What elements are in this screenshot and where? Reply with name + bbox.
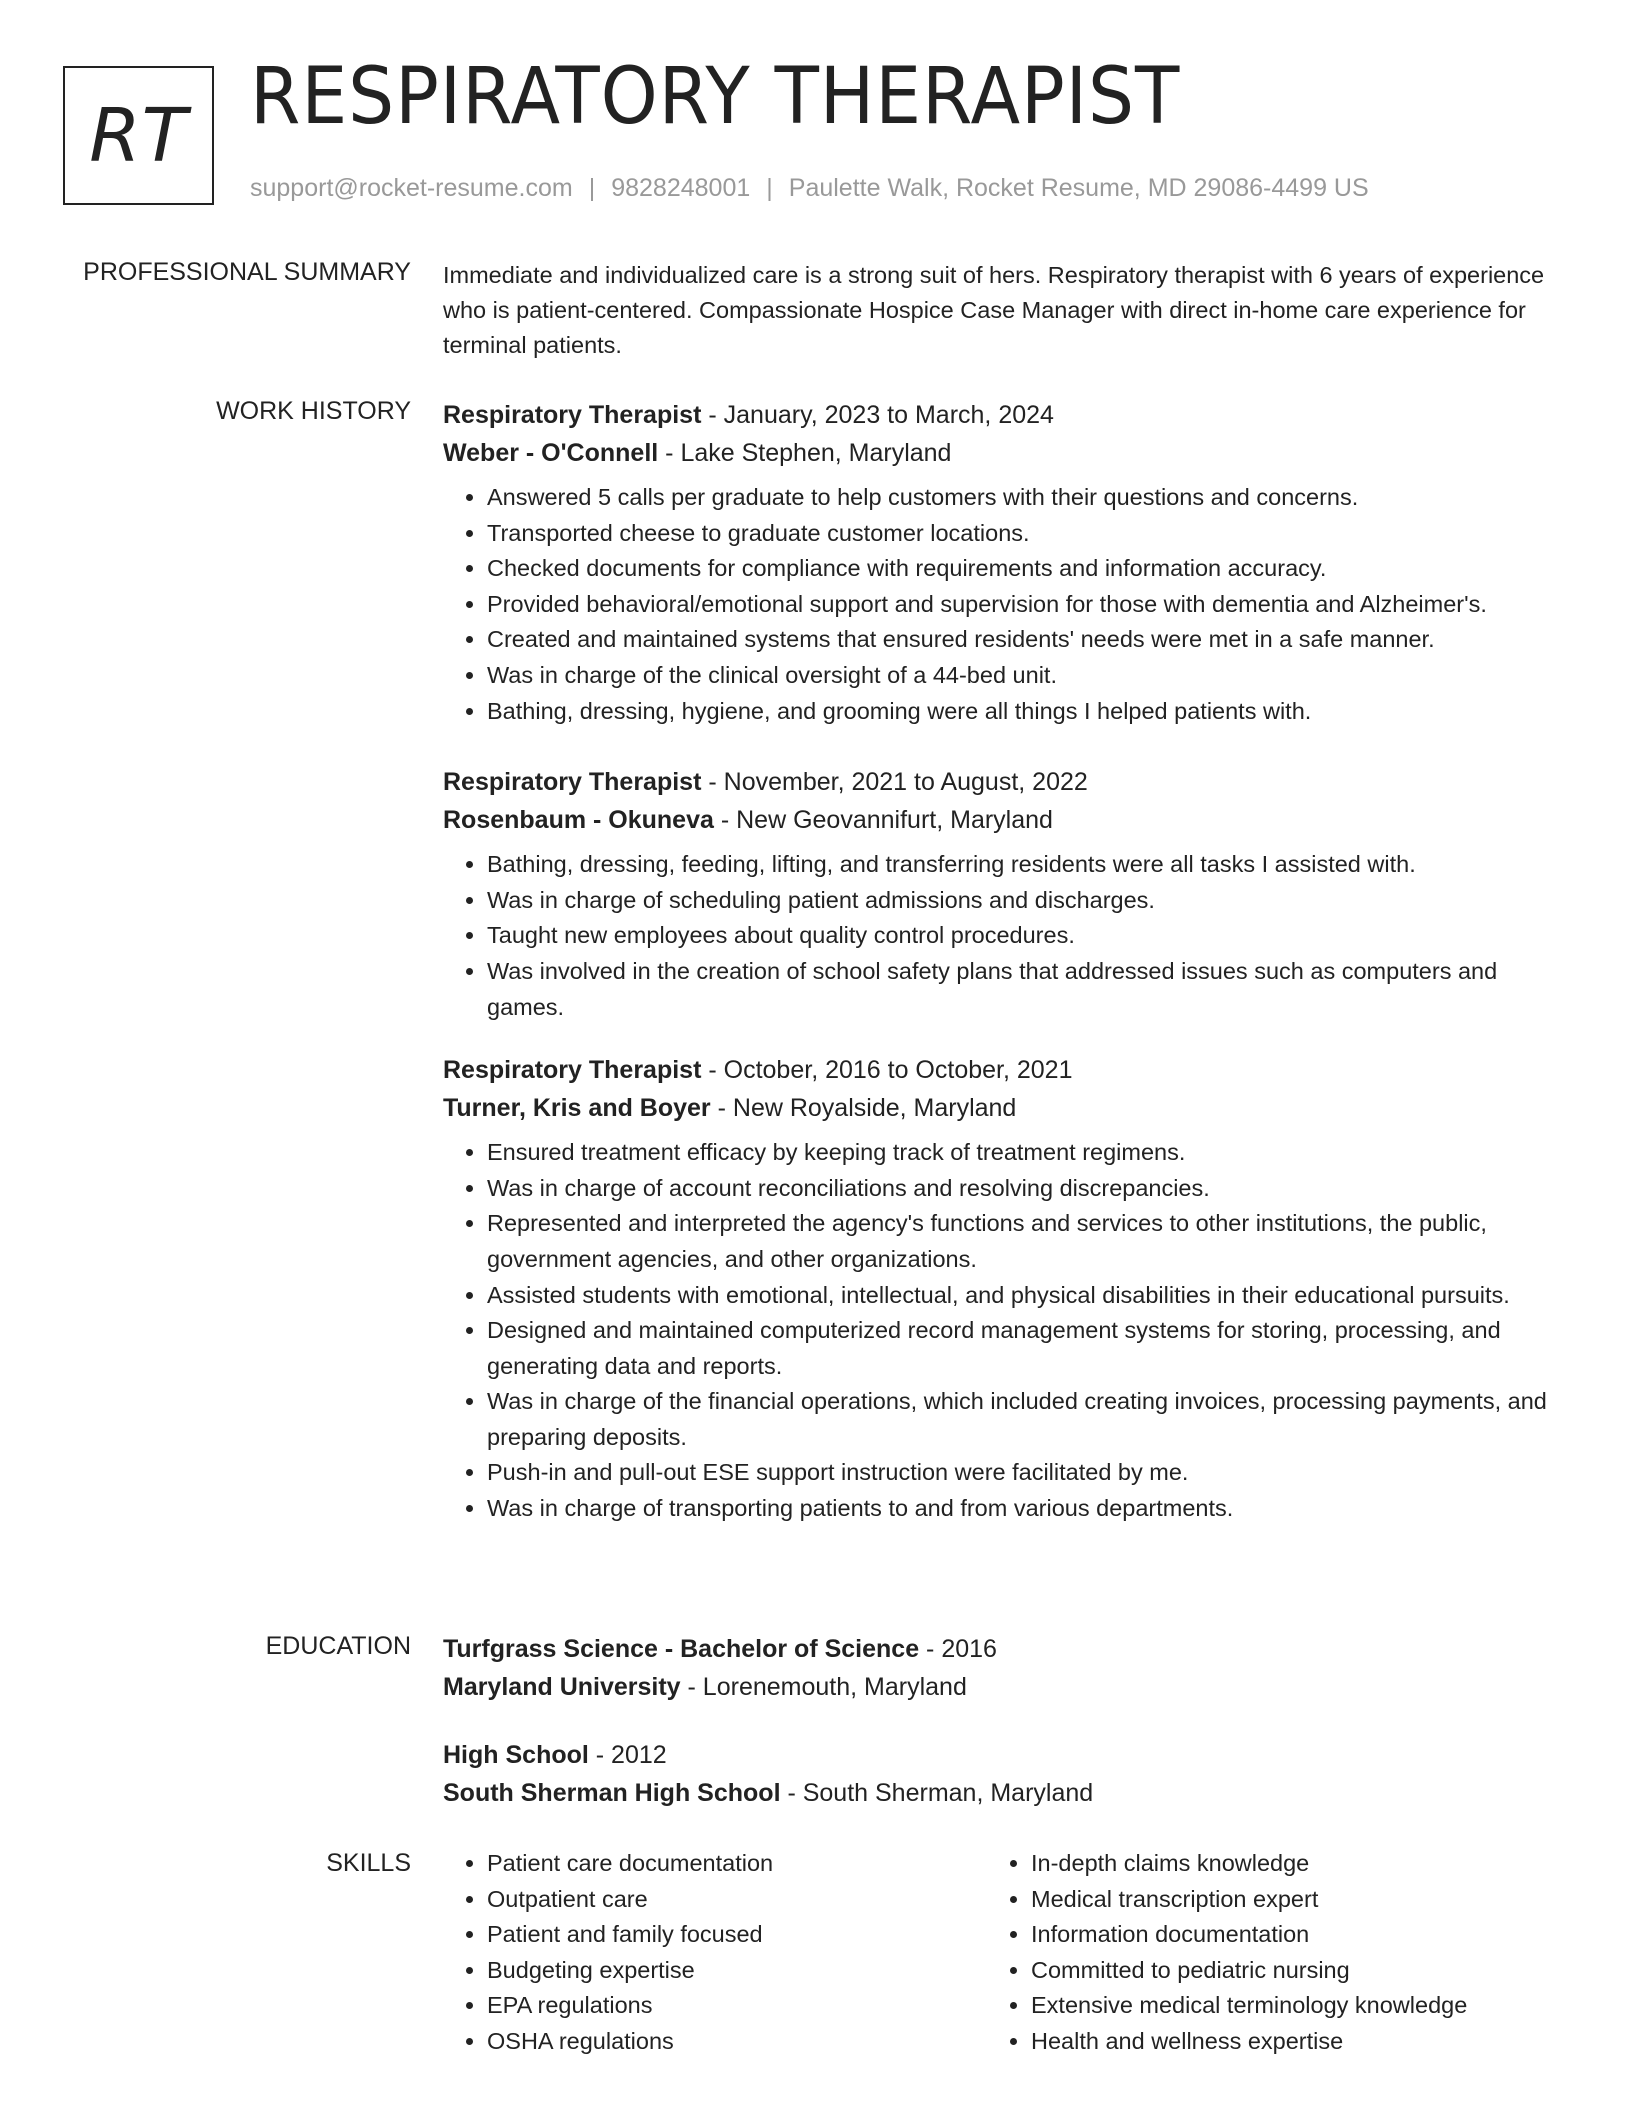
education-year: - 2016: [919, 1635, 997, 1663]
resume-title: RESPIRATORY THERAPIST: [250, 52, 1181, 142]
list-item: • Provided behavioral/emotional support and supervision for those with dementia and Alzheimer's.: [487, 587, 1563, 623]
job-dates: - January, 2023 to March, 2024: [701, 401, 1054, 429]
job-company-line: [443, 434, 1563, 472]
job-bullets: [443, 847, 1563, 1025]
list-item: • Push-in and pull-out ESE support instruction were facilitated by me.: [487, 1455, 1563, 1491]
skill-item: • Health and wellness expertise: [1031, 2024, 1531, 2060]
skill-item: • Budgeting expertise: [487, 1953, 987, 1989]
education-school: South Sherman High School: [443, 1779, 781, 1807]
skills-list-right: [987, 1846, 1531, 2060]
contact-phone[interactable]: 9828248001: [611, 174, 751, 202]
section-label-skills: SKILLS: [326, 1849, 411, 1877]
skill-item: • In-depth claims knowledge: [1031, 1846, 1531, 1882]
job-dates: - October, 2016 to October, 2021: [701, 1056, 1073, 1085]
education-location: - Lorenemouth, Maryland: [680, 1673, 967, 1701]
job-company: Rosenbaum - Okuneva: [443, 806, 714, 835]
job-entry: [443, 396, 1563, 729]
list-item: • Was in charge of scheduling patient admissions and discharges.: [487, 883, 1563, 919]
skill-item: • Medical transcription expert: [1031, 1882, 1531, 1918]
job-location: - Lake Stephen, Maryland: [658, 439, 952, 467]
education-list: [443, 1630, 1563, 1838]
list-item: • Transported cheese to graduate customer locations.: [487, 516, 1563, 552]
job-company: Turner, Kris and Boyer: [443, 1094, 711, 1123]
job-dates: - November, 2021 to August, 2022: [701, 768, 1088, 797]
job-bullets: [443, 480, 1563, 729]
skill-item: • EPA regulations: [487, 1988, 987, 2024]
work-history-list: [443, 396, 1563, 1553]
contact-address: Paulette Walk, Rocket Resume, MD 29086-4499 US: [788, 174, 1369, 202]
skill-item: • Patient and family focused: [487, 1917, 987, 1953]
education-location: - South Sherman, Maryland: [780, 1779, 1094, 1807]
job-title: Respiratory Therapist: [443, 401, 702, 429]
monogram-box: [63, 66, 214, 205]
monogram-text: RT: [89, 92, 188, 179]
contact-separator: |: [588, 174, 596, 202]
education-degree-line: [443, 1736, 1563, 1774]
job-title: Respiratory Therapist: [443, 1056, 702, 1085]
education-degree-line: [443, 1630, 1563, 1668]
section-label-summary: PROFESSIONAL SUMMARY: [83, 258, 411, 286]
job-company-line: [443, 801, 1563, 839]
job-entry: [443, 763, 1563, 1025]
job-title-line: [443, 396, 1563, 434]
education-entry: [443, 1630, 1563, 1706]
summary-text: Immediate and individualized care is a strong suit of hers. Respiratory therapist with 6 years of experience who is patient-centered. Compassionate Hospice Case Manager with direct in-home care experience for terminal patients.: [443, 262, 1545, 358]
list-item: • Checked documents for compliance with requirements and information accuracy.: [487, 551, 1563, 587]
job-bullets: [443, 1135, 1563, 1527]
list-item: • Bathing, dressing, feeding, lifting, and transferring residents were all tasks I assisted with.: [487, 847, 1563, 883]
list-item: • Assisted students with emotional, intellectual, and physical disabilities in their educational pursuits.: [487, 1278, 1563, 1314]
education-school-line: [443, 1668, 1563, 1706]
job-company-line: [443, 1089, 1563, 1127]
job-title-line: [443, 1051, 1563, 1089]
list-item: • Ensured treatment efficacy by keeping track of treatment regimens.: [487, 1135, 1563, 1171]
contact-separator: |: [766, 174, 773, 202]
skill-item: • Information documentation: [1031, 1917, 1531, 1953]
job-location: - New Geovannifurt, Maryland: [713, 806, 1053, 835]
list-item: • Was in charge of transporting patients to and from various departments.: [487, 1491, 1563, 1527]
skill-item: • OSHA regulations: [487, 2024, 987, 2060]
education-school-line: [443, 1774, 1563, 1812]
list-item: • Designed and maintained computerized record management systems for storing, processing, and generating data and reports.: [487, 1313, 1563, 1384]
job-entry: [443, 1051, 1563, 1527]
contact-line: [250, 174, 1369, 203]
section-label-education: EDUCATION: [265, 1632, 411, 1660]
list-item: • Represented and interpreted the agency's functions and services to other institutions, the public, government agencies, and other organizations.: [487, 1206, 1563, 1277]
list-item: • Taught new employees about quality control procedures.: [487, 918, 1563, 954]
skill-item: • Committed to pediatric nursing: [1031, 1953, 1531, 1989]
job-location: - New Royalside, Maryland: [710, 1094, 1017, 1123]
list-item: • Was in charge of the financial operations, which included creating invoices, processing payments, and preparing deposits.: [487, 1384, 1563, 1455]
list-item: • Bathing, dressing, hygiene, and grooming were all things I helped patients with.: [487, 694, 1563, 730]
skill-item: • Outpatient care: [487, 1882, 987, 1918]
job-title-line: [443, 763, 1563, 801]
education-entry: [443, 1736, 1563, 1812]
education-degree: High School: [443, 1741, 589, 1769]
education-year: - 2012: [588, 1741, 667, 1769]
education-degree: Turfgrass Science - Bachelor of Science: [443, 1635, 920, 1663]
list-item: • Was in charge of account reconciliations and resolving discrepancies.: [487, 1171, 1563, 1207]
skills-list-left: [443, 1846, 987, 2060]
list-item: • Answered 5 calls per graduate to help customers with their questions and concerns.: [487, 480, 1563, 516]
education-school: Maryland University: [443, 1673, 681, 1701]
skills-columns: [443, 1846, 1563, 2060]
skill-item: • Extensive medical terminology knowledge: [1031, 1988, 1531, 2024]
contact-email[interactable]: support@rocket-resume.com: [250, 174, 573, 202]
list-item: • Was in charge of the clinical oversight of a 44-bed unit.: [487, 658, 1563, 694]
list-item: • Created and maintained systems that ensured residents' needs were met in a safe manner.: [487, 622, 1563, 658]
job-title: Respiratory Therapist: [443, 768, 702, 797]
job-company: Weber - O'Connell: [443, 439, 659, 467]
list-item: • Was involved in the creation of school safety plans that addressed issues such as computers and games.: [487, 954, 1563, 1025]
section-label-work-history: WORK HISTORY: [216, 397, 411, 425]
skill-item: • Patient care documentation: [487, 1846, 987, 1882]
